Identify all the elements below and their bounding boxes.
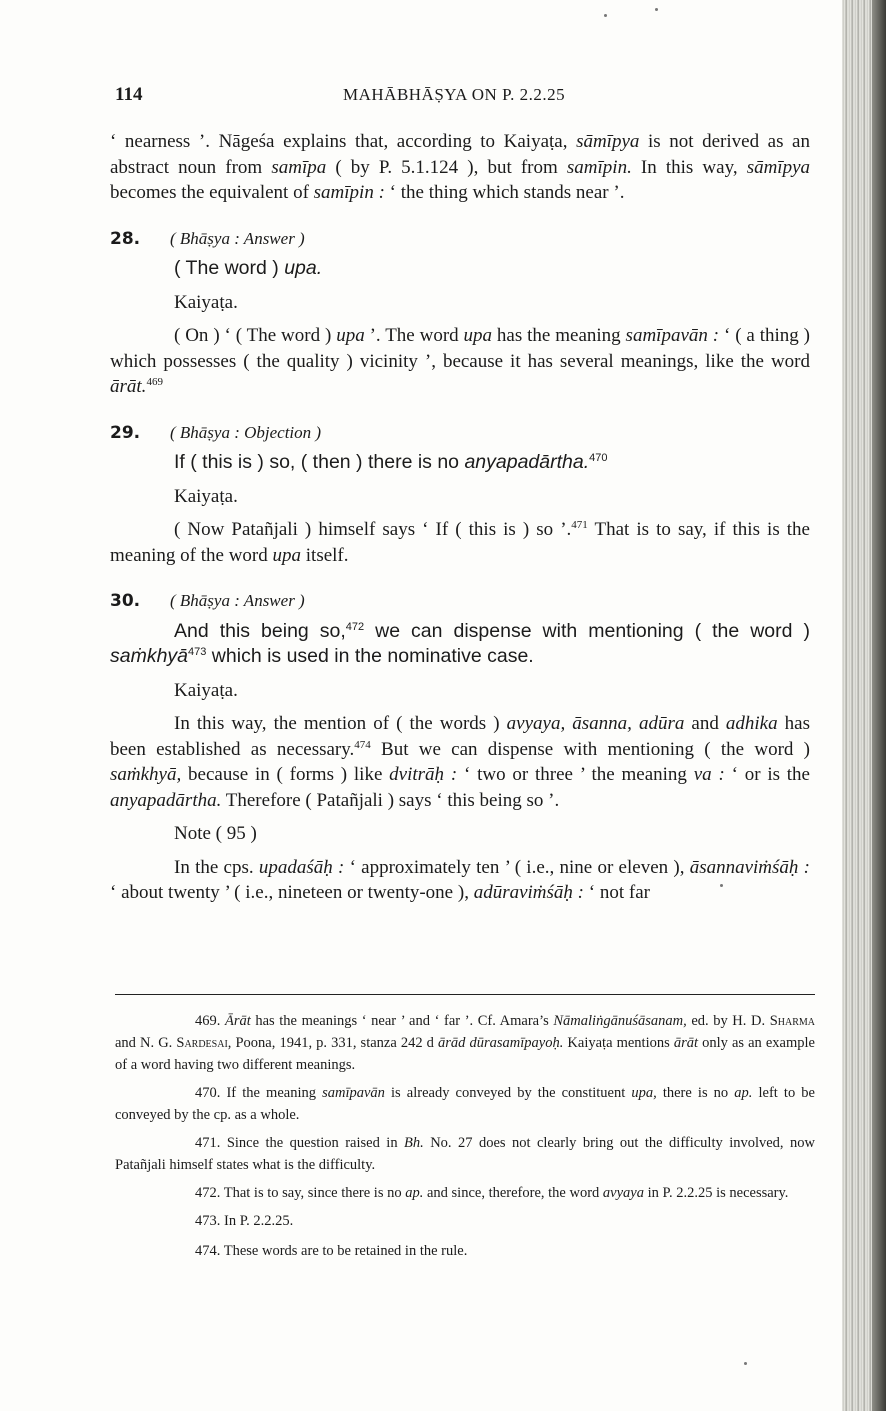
- section-label: ( Bhāṣya : Answer ): [170, 591, 305, 610]
- bhasya-text: If ( this is ) so, ( then ) there is no anyapadārtha.$^{470}$: [174, 451, 608, 473]
- scan-speck: [744, 1362, 747, 1365]
- footnote: 474. These words are to be retained in the rule.: [195, 1243, 468, 1259]
- footnote: 473. In P. 2.2.25.: [195, 1213, 294, 1229]
- footnote-rule: [115, 994, 815, 995]
- bhasya-text: ( The word ) upa.: [174, 257, 323, 279]
- running-title: MAHĀBHĀṢYA ON P. 2.2.25: [343, 85, 566, 104]
- kaiyata-text: ( On ) ‘ ( The word ) upa ’. The word upa has the meaning samīpavān : ‘ ( a thing ) which possesses ( the quality ) vicinity ’, because it has several meanings, like the word ārāt.$^{469}$: [110, 325, 810, 397]
- section-heading: [110, 588, 810, 615]
- note-text: In the cps. upadaśāḥ : ‘ approximately ten ’ ( i.e., nine or eleven ), āsannaviṁśāḥ : ‘ about twenty ’ ( i.e., nineteen or twenty-one ), adūraviṁśāḥ : ‘ not far: [110, 856, 810, 903]
- footnote: 472. That is to say, since there is no ap. and since, therefore, the word avyaya in P. 2.2.25 is necessary.: [195, 1185, 789, 1201]
- intro-paragraph: ‘ nearness ’. Nāgeśa explains that, according to Kaiyaṭa, sāmīpya is not derived as an abstract noun from samīpa ( by P. 5.1.124 ), but from samīpin. In this way, sāmīpya becomes the equivalent of samīpin : ‘ the thing which stands near ’.: [110, 131, 811, 203]
- kaiyata-label: Kaiyaṭa.: [174, 679, 238, 701]
- kaiyata-label: Kaiyaṭa.: [174, 485, 238, 507]
- bhasya-text: And this being so,$^{472}$ we can dispense with mentioning ( the word ) saṁkhyā$^{473}$ which is used in the nominative case.: [110, 619, 810, 667]
- section-heading: [110, 226, 810, 253]
- kaiyata-label: Kaiyaṭa.: [174, 291, 238, 313]
- section-label: ( Bhāṣya : Answer ): [170, 228, 305, 248]
- page-number: 114: [115, 84, 143, 105]
- footnote: 471. Since the question raised in Bh. No. 27 does not clearly bring out the difficulty involved, now Patañjali himself states what is the difficulty.: [115, 1135, 815, 1173]
- footnote: 469. Ārāt has the meanings ‘ near ’ and ‘ far ’. Cf. Amara’s Nāmaliṅgānuśāsanam, ed. by H. D. Sharma and N. G. Sardesai, Poona, 1941, p. 331, stanza 242 d ārād dūrasamīpayoḥ. Kaiyaṭa mentions ārāt only as an example of a word having two different meanings.: [115, 1013, 815, 1073]
- section-number: 30.: [110, 591, 141, 611]
- footnote: 470. If the meaning samīpavān is already conveyed by the constituent upa, there is no ap. left to be conveyed by the cp. as a whole.: [115, 1085, 815, 1123]
- note-label: Note ( 95 ): [174, 823, 257, 844]
- main-text: [110, 129, 810, 906]
- section-number: 29.: [110, 422, 141, 443]
- scan-speck: [655, 8, 658, 11]
- section-label: ( Bhāṣya : Objection ): [170, 422, 322, 442]
- footnotes: [115, 1010, 815, 1268]
- kaiyata-text: ( Now Patañjali ) himself says ‘ If ( this is ) so ’.$^{471}$ That is to say, if this is the meaning of the word upa itself.: [110, 519, 810, 566]
- binding-shadow: [872, 0, 886, 1411]
- section-heading: [110, 420, 810, 447]
- scan-speck: [604, 14, 607, 17]
- section-number: 28.: [110, 228, 141, 249]
- running-header: [115, 84, 815, 110]
- kaiyata-text: In this way, the mention of ( the words ) avyaya, āsanna, adūra and adhika has been established as necessary.$^{474}$ But we can dispense with mentioning ( the word ) saṁkhyā, because in ( forms ) like dvitrāḥ : ‘ two or three ’ the meaning va : ‘ or is the anyapadārtha. Therefore ( Patañjali ) says ‘ this being so ’.: [110, 713, 810, 811]
